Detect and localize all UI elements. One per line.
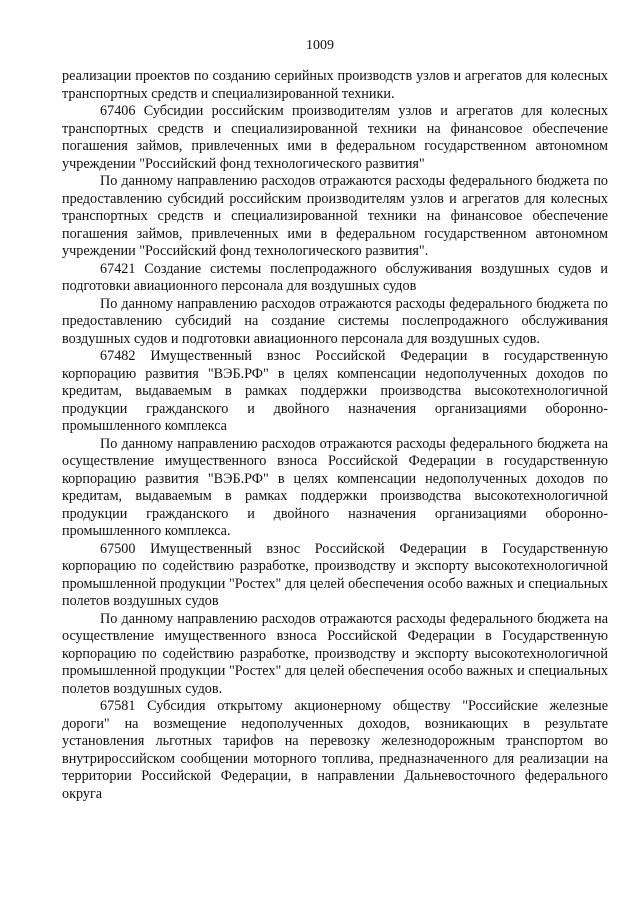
section-heading-67581: 67581 Субсидия открытому акционерному обществу "Российские железные дороги" на возмещение недополученных доходов, возникающих в результате установления льготных тарифов на перевозку железнодорожным транспортом во внутрироссийском сообщении моторного топлива, предназначенного для реализации на территории Российской Федерации, в направлении Дальневосточного федерального округа	[62, 698, 608, 802]
paragraph-67421-description: По данному направлению расходов отражаются расходы федерального бюджета по предоставлению субсидий на создание системы послепродажного обслуживания воздушных судов и подготовки авиационного персонала для воздушных судов.	[62, 295, 608, 347]
paragraph-67500-description: По данному направлению расходов отражаются расходы федерального бюджета на осуществление имущественного взноса Российской Федерации в Государственную корпорацию по содействию разработке, производству и экспорту высокотехнологичной промышленной продукции "Ростех" для целей обеспечения особо важных и специальных полетов воздушных судов.	[62, 610, 608, 697]
section-heading-67500: 67500 Имущественный взнос Российской Федерации в Государственную корпорацию по содействию разработке, производству и экспорту высокотехнологичной промышленной продукции "Ростех" для целей обеспечения особо важных и специальных полетов воздушных судов	[62, 540, 608, 609]
paragraph-67406-description: По данному направлению расходов отражаются расходы федерального бюджета по предоставлению субсидий российским производителям узлов и агрегатов для колесных транспортных средств и специализированной техники на финансовое обеспечение погашения займов, привлеченных ими в федеральном государственном автономном учреждении "Российский фонд технологического развития".	[62, 173, 608, 259]
section-heading-67421: 67421 Создание системы послепродажного обслуживания воздушных судов и подготовки авиационного персонала для воздушных судов	[62, 260, 608, 294]
page-number: 1009	[306, 38, 334, 53]
document-body	[62, 68, 608, 803]
section-heading-67406: 67406 Субсидии российским производителям узлов и агрегатов для колесных транспортных средств и специализированной техники на финансовое обеспечение погашения займов, привлеченных ими в федеральном государственном автономном учреждении "Российский фонд технологического развития"	[62, 103, 608, 172]
paragraph-continuation: реализации проектов по созданию серийных производств узлов и агрегатов для колесных транспортных средств и специализированной техники.	[62, 68, 608, 102]
section-heading-67482: 67482 Имущественный взнос Российской Федерации в государственную корпорацию развития "ВЭБ.РФ" в целях компенсации недополученных доходов по кредитам, выдаваемым в рамках поддержки производства высокотехнологичной продукции гражданского и двойного назначения организациями оборонно-промышленного комплекса	[62, 348, 608, 434]
paragraph-67482-description: По данному направлению расходов отражаются расходы федерального бюджета на осуществление имущественного взноса Российской Федерации в государственную корпорацию развития "ВЭБ.РФ" в целях компенсации недополученных доходов по кредитам, выдаваемым в рамках поддержки производства высокотехнологичной продукции гражданского и двойного назначения организациями оборонно-промышленного комплекса.	[62, 435, 608, 539]
